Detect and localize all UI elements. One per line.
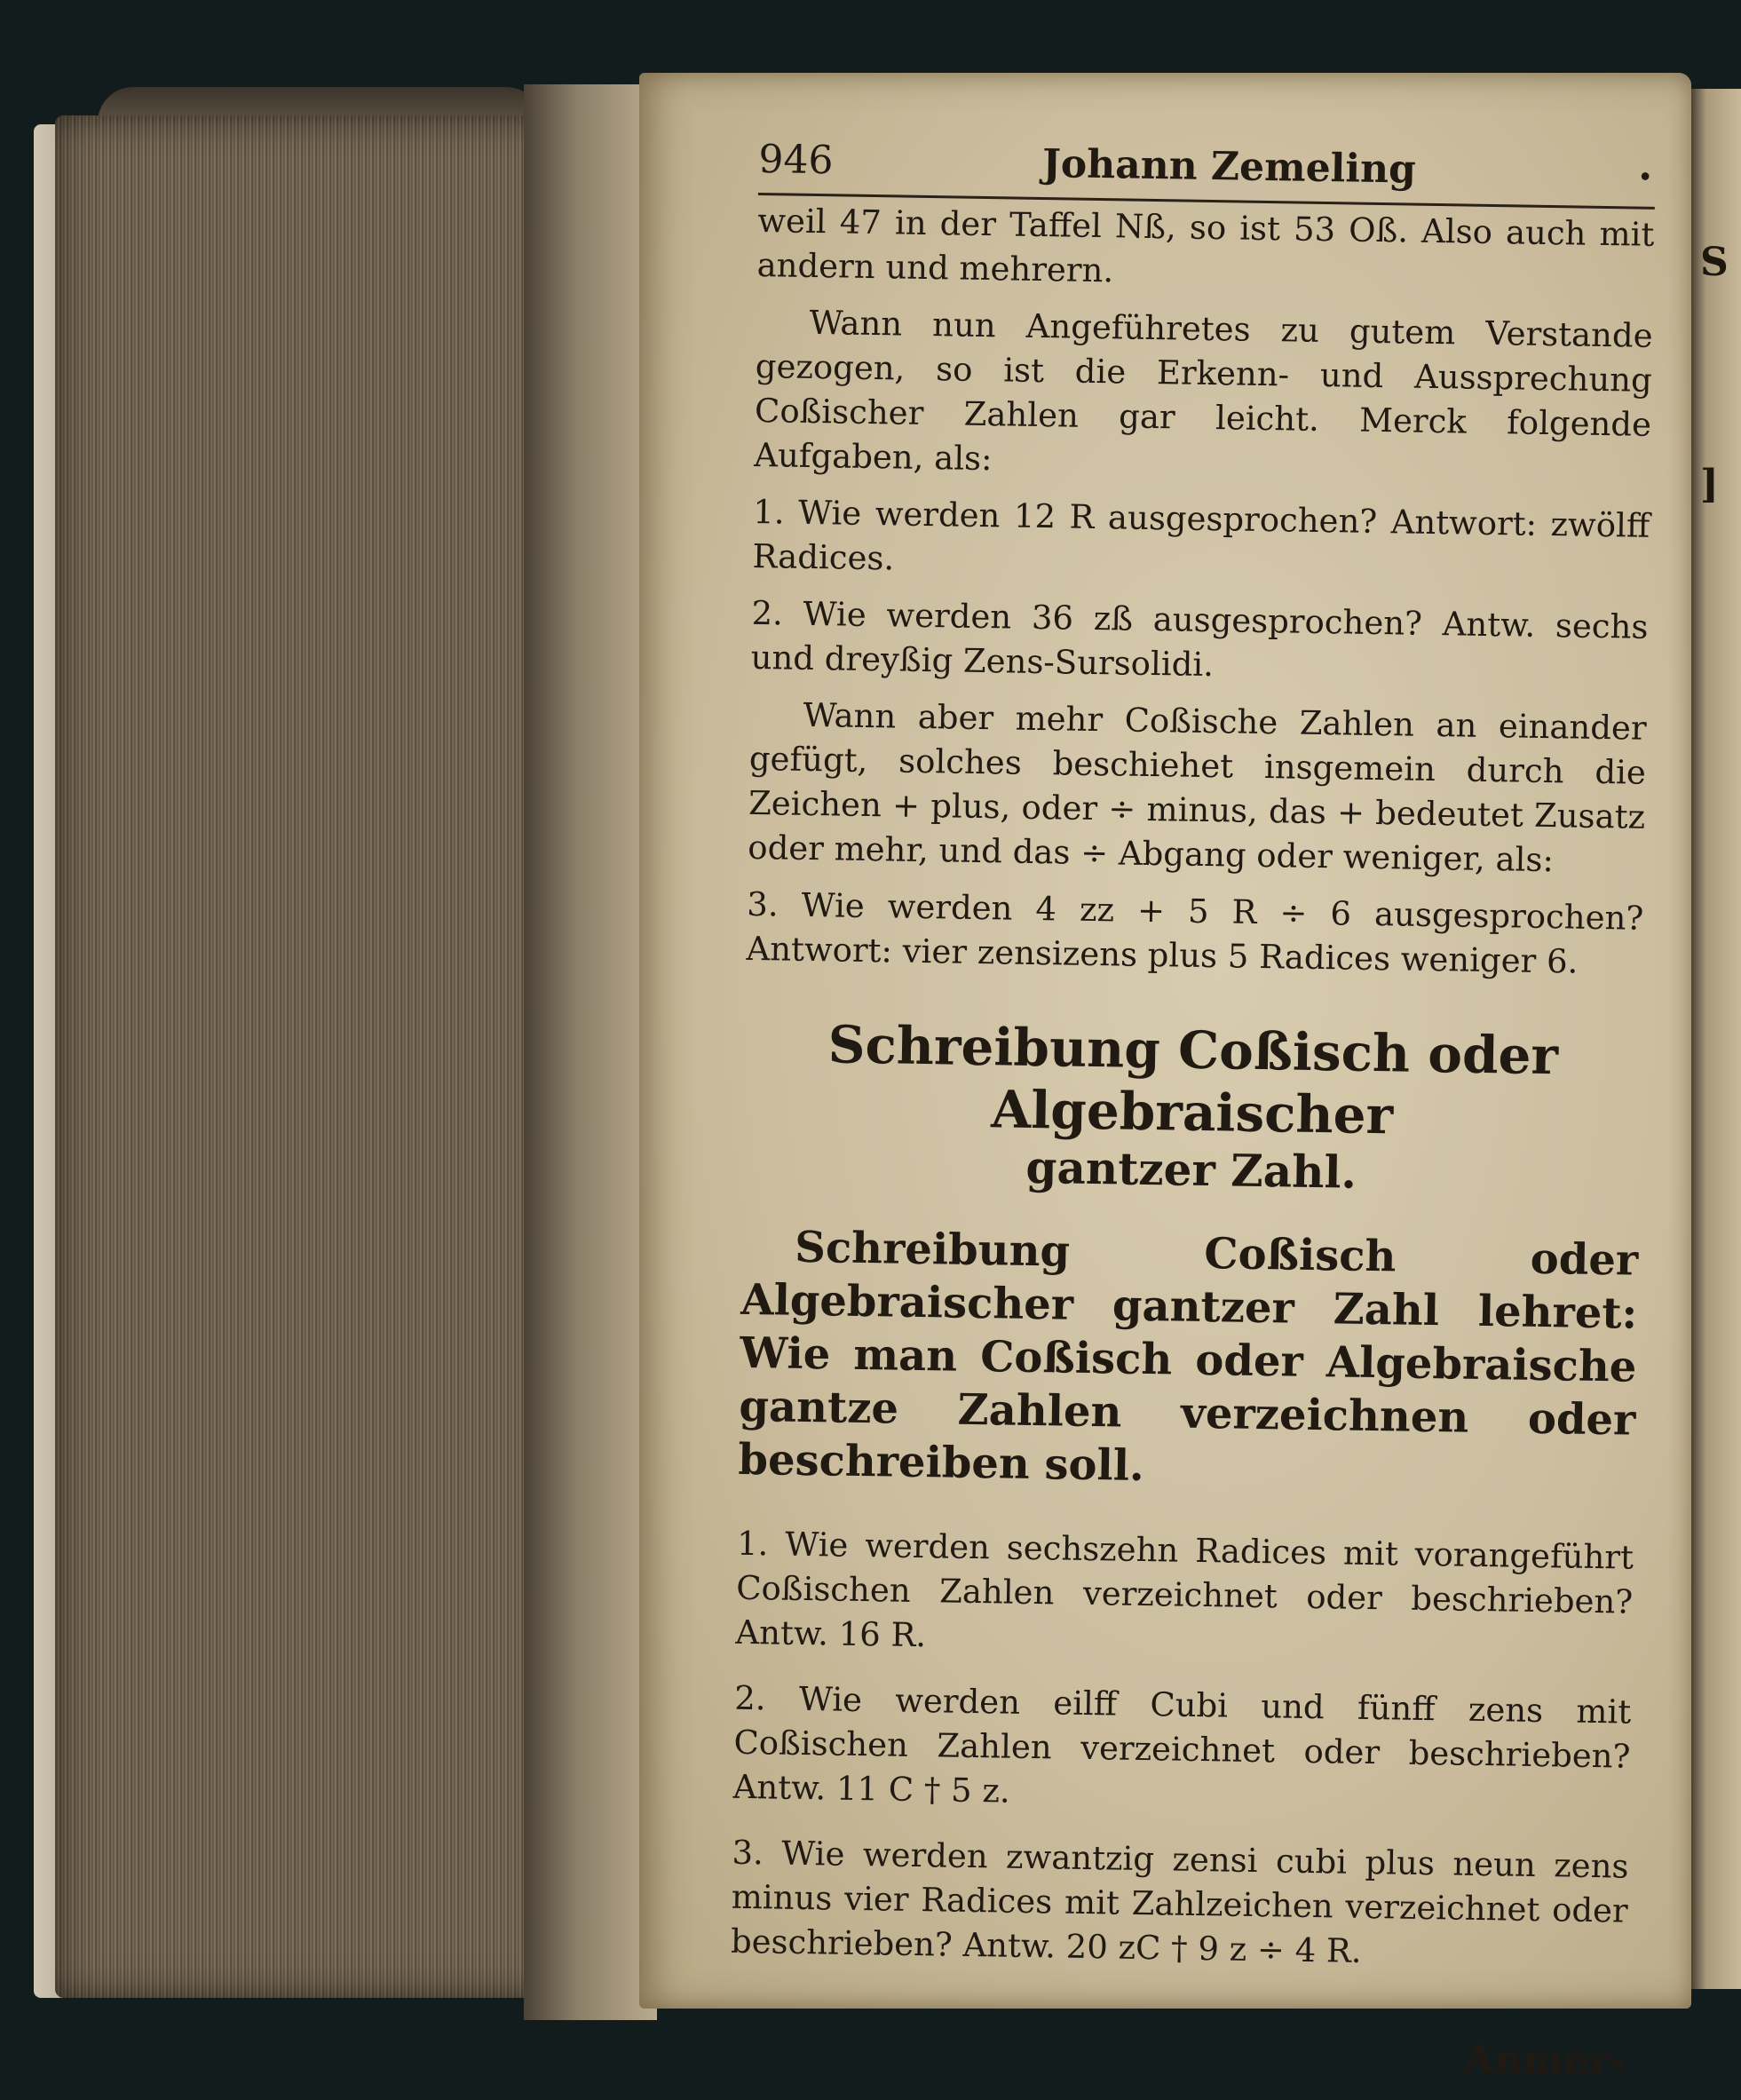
definition-paragraph: Schreibung Coßisch oder Algebraischer gantzer Zahl lehret: Wie man Coßisch oder Algebraische gantze Zahlen verzeichnen oder beschreiben soll. [738,1222,1639,1491]
question-item: 2. Wie werden 36 zß ausgesprochen? Antw. sechs und dreyßig Zens-Sursolidi. [750,593,1649,685]
facing-page-mark: ] [1700,462,1719,507]
book-gutter [524,84,657,2020]
question-item: 3. Wie werden 4 zz + 5 R ÷ 6 ausgesprochen? Antwort: vier zensizens plus 5 Radices weniger 6. [746,884,1644,981]
page-text [729,133,1656,2085]
section-subheading: gantzer Zahl. [1025,1140,1357,1199]
page-number: 946 [758,136,834,184]
question-item: 1. Wie werden 12 R ausgesprochen? Antwort: zwölff Radices. [752,492,1650,578]
running-title: Johann Zemeling [1041,141,1417,193]
facing-page-edge [1691,89,1741,1989]
intro-lines: weil 47 in der Taffel Nß, so ist 53 Oß. Also auch mit andern und mehrern. [756,201,1655,290]
catchword: Anmer- [1463,2036,1626,2085]
question-item: 2. Wie werden eilff Cubi und fünff zens mit Coßischen Zahlen verzeichnet oder beschrieben? Antw. 11 C † 5 z. [732,1678,1632,1811]
header-mark: • [1637,162,1654,194]
section-heading: Schreibung Coßisch oder Algebraischer [827,1014,1559,1146]
question-item: 3. Wie werden zwantzig zensi cubi plus neun zens minus vier Radices mit Zahlzeichen verzeichnet oder beschrieben? Antw. 20 zC † 9 z ÷ 4 R. [730,1833,1629,1970]
paragraph: Wann nun Angeführetes zu gutem Verstande gezogen, so ist die Erkenn- und Aussprechung Coßischer Zahlen gar leicht. Merck folgende Aufgaben, als: [753,303,1653,479]
paragraph: Wann aber mehr Coßische Zahlen an einander gefügt, solches beschiehet insgemein durch die Zeichen + plus, oder ÷ minus, das + bedeutet Zusatz oder mehr, und das ÷ Abgang oder weniger, als: [748,695,1647,880]
page-fore-edge [55,115,561,1998]
question-item: 1. Wie werden sechszehn Radices mit vorangeführt Coßischen Zahlen verzeichnet oder beschrieben? Antw. 16 R. [735,1524,1634,1655]
running-header [758,133,1656,210]
facing-page-mark: S [1700,240,1729,285]
